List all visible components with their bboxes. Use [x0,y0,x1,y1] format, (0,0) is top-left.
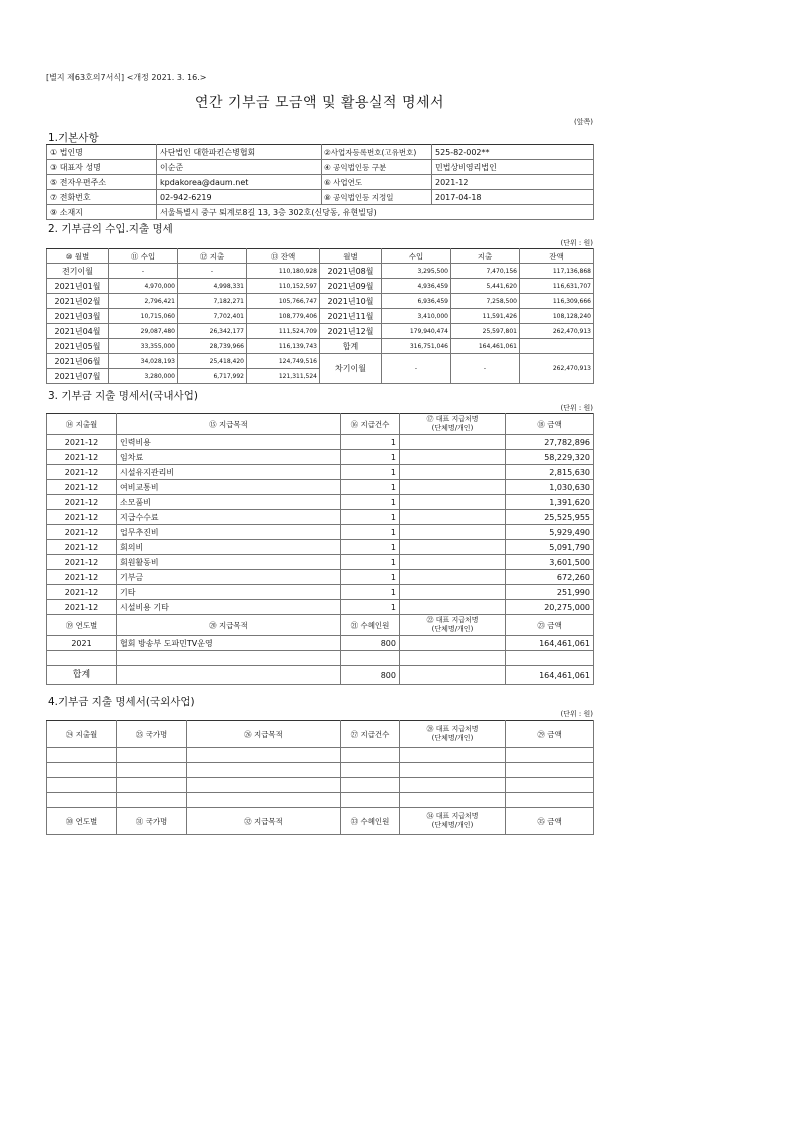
total-row [47,666,594,685]
income-cell: 33,355,000 [109,339,178,354]
empty-cell [506,763,594,778]
empty-cell [506,778,594,793]
table-row [47,555,594,570]
empty-cell [117,748,187,763]
expense-cell: 4,998,331 [178,279,247,294]
empty-cell [506,651,594,666]
date-cell: 2021-12 [47,465,117,480]
empty-cell [341,793,400,808]
amount-cell: 58,229,320 [506,450,594,465]
field-label: ⑥ 사업연도 [322,175,432,190]
date-cell: 2021-12 [47,495,117,510]
date-cell: 2021-12 [47,540,117,555]
income-cell: 10,715,060 [109,309,178,324]
count-cell: 1 [341,540,400,555]
column-header: ⑯ 지급건수 [341,414,400,435]
column-header: ㉑ 수혜인원 [341,615,400,636]
count-cell: 1 [341,570,400,585]
side-note: (앞쪽) [574,118,593,126]
table-row [47,435,594,450]
count-cell: 1 [341,450,400,465]
empty-cell [187,763,341,778]
date-cell: 2021-12 [47,435,117,450]
column-header: ㉗ 지급건수 [341,721,400,748]
table-row [47,585,594,600]
column-header: ⑩ 월별 [47,249,109,264]
income-cell: - [109,264,178,279]
empty-cell [400,748,506,763]
month-cell: 2021년06월 [47,354,109,369]
table-row [47,450,594,465]
rep-header-label: ⑰ 대표 지급처명 [426,415,479,423]
expense-cell: 26,342,177 [178,324,247,339]
column-header: ㉔ 지출월 [47,721,117,748]
basic-info-row [47,160,594,175]
purpose-cell: 소모품비 [117,495,341,510]
empty-cell [47,778,117,793]
expense-cell: 6,717,992 [178,369,247,384]
basic-info-row [47,190,594,205]
section3-title: 3. 기부금 지출 명세서(국내사업) [48,390,198,402]
balance-cell: 116,309,666 [520,294,594,309]
expense-cell: 5,441,620 [451,279,520,294]
purpose-cell: 여비교통비 [117,480,341,495]
income-cell: 3,295,500 [382,264,451,279]
blank-row [47,748,594,763]
total-amount-cell: 164,461,061 [506,666,594,685]
empty-cell [47,763,117,778]
empty-cell [506,793,594,808]
rep-cell [400,555,506,570]
table-row [47,495,594,510]
rep-cell [400,585,506,600]
expense-cell: 25,597,801 [451,324,520,339]
balance-cell: 108,779,406 [247,309,320,324]
total-label: 합계 [47,666,117,685]
empty-cell [187,793,341,808]
year-cell: 2021 [47,636,117,651]
table-row [47,279,594,294]
purpose-cell: 기타 [117,585,341,600]
purpose-cell: 인력비용 [117,435,341,450]
table-row [47,264,594,279]
purpose-cell: 지급수수료 [117,510,341,525]
field-value: 민법상비영리법인 [432,160,594,175]
total-people-cell: 800 [341,666,400,685]
empty-cell [47,651,117,666]
balance-cell: 111,524,709 [247,324,320,339]
date-cell: 2021-12 [47,585,117,600]
balance-cell: 110,180,928 [247,264,320,279]
table-row [47,636,594,651]
count-cell: 1 [341,495,400,510]
table-row [47,324,594,339]
empty-cell [400,793,506,808]
field-label: ③ 대표자 성명 [47,160,157,175]
month-cell: 2021년01월 [47,279,109,294]
column-header: 월별 [320,249,382,264]
rep-cell [400,495,506,510]
month-cell: 2021년04월 [47,324,109,339]
column-header: ⑳ 지급목적 [117,615,341,636]
amount-cell: 5,091,790 [506,540,594,555]
table-row [47,525,594,540]
table-row [47,540,594,555]
balance-cell: 116,139,743 [247,339,320,354]
balance-cell: 105,766,747 [247,294,320,309]
field-label: ⑧ 공익법인등 지정일 [322,190,432,205]
empty-cell [341,748,400,763]
count-cell: 1 [341,525,400,540]
field-label: ②사업자등록번호(고유번호) [322,145,432,160]
carry-month-cell: 차기이월 [320,354,382,384]
field-value: kpdakorea@daum.net [157,175,322,190]
purpose-cell: 협회 방송부 도파민TV운영 [117,636,341,651]
purpose-cell: 기부금 [117,570,341,585]
empty-cell [400,778,506,793]
table-row [47,309,594,324]
column-header: ㉟ 금액 [506,808,594,835]
income-cell: 6,936,459 [382,294,451,309]
section4-title: 4.기부금 지출 명세서(국외사업) [48,696,195,708]
date-cell: 2021-12 [47,525,117,540]
column-header: ⑱ 금액 [506,414,594,435]
rep-cell [400,540,506,555]
amount-cell: 1,391,620 [506,495,594,510]
count-cell: 1 [341,480,400,495]
empty-cell [117,763,187,778]
month-cell: 전기이월 [47,264,109,279]
table-row [47,510,594,525]
balance-cell: 108,128,240 [520,309,594,324]
rep-cell [400,525,506,540]
field-value: 이순준 [157,160,322,175]
carry-income-cell: - [382,354,451,384]
expense-cell: 7,258,500 [451,294,520,309]
month-cell: 2021년10월 [320,294,382,309]
table-row [47,294,594,309]
income-cell: 29,087,480 [109,324,178,339]
income-cell: 4,936,459 [382,279,451,294]
balance-cell: 124,749,516 [247,354,320,369]
expense-cell: 28,739,966 [178,339,247,354]
header-row [47,808,594,835]
balance-cell: 117,136,868 [520,264,594,279]
column-header: ⑭ 지출월 [47,414,117,435]
month-cell: 2021년05월 [47,339,109,354]
empty-cell [506,748,594,763]
purpose-cell: 업무추진비 [117,525,341,540]
income-cell: 3,410,000 [382,309,451,324]
rep-cell [400,570,506,585]
purpose-cell: 임차료 [117,450,341,465]
amount-cell: 2,815,630 [506,465,594,480]
form-note: [별지 제63호의7서식] <개정 2021. 3. 16.> [46,73,207,82]
rep-header [400,615,506,636]
amount-cell: 5,929,490 [506,525,594,540]
date-cell: 2021-12 [47,555,117,570]
rep-header-label: ㉒ 대표 지급처명 [426,616,479,624]
purpose-cell: 회의비 [117,540,341,555]
expense-cell: 164,461,061 [451,339,520,354]
balance-cell [520,339,594,354]
empty-cell [117,651,341,666]
month-cell: 2021년08월 [320,264,382,279]
blank-row [47,793,594,808]
expense-cell: 7,702,401 [178,309,247,324]
header-row [47,615,594,636]
count-cell: 1 [341,585,400,600]
basic-info-table [46,144,594,220]
field-label: ⑤ 전자우편주소 [47,175,157,190]
empty-cell [341,763,400,778]
empty-cell [117,778,187,793]
rep-header-sublabel: (단체명/개인) [431,424,474,432]
column-header: ⑬ 잔액 [247,249,320,264]
rep-header [400,721,506,748]
count-cell: 1 [341,510,400,525]
rep-cell [400,465,506,480]
purpose-cell: 시설비용 기타 [117,600,341,615]
field-value: 2021-12 [432,175,594,190]
column-header: ㉖ 지급목적 [187,721,341,748]
column-header: ⑫ 지출 [178,249,247,264]
table-row [47,354,594,369]
rep-header-label: ㉘ 대표 지급처명 [426,725,479,733]
expense-cell: 7,470,156 [451,264,520,279]
date-cell: 2021-12 [47,510,117,525]
table-row [47,339,594,354]
field-value: 02-942-6219 [157,190,322,205]
column-header: ㉛ 국가명 [117,808,187,835]
column-header: ㉓ 금액 [506,615,594,636]
field-value: 2017-04-18 [432,190,594,205]
count-cell: 1 [341,465,400,480]
field-label: ⑨ 소재지 [47,205,157,220]
blank-row [47,778,594,793]
month-cell: 2021년07월 [47,369,109,384]
amount-cell: 164,461,061 [506,636,594,651]
empty-cell [400,763,506,778]
income-cell: 316,751,046 [382,339,451,354]
expense-cell: - [178,264,247,279]
column-header: 지출 [451,249,520,264]
rep-cell [400,435,506,450]
empty-cell [400,666,506,685]
amount-cell: 20,275,000 [506,600,594,615]
field-label: ④ 공익법인등 구분 [322,160,432,175]
rep-header-sublabel: (단체명/개인) [431,625,474,633]
empty-cell [47,748,117,763]
basic-info-row [47,175,594,190]
purpose-cell: 시설유지관리비 [117,465,341,480]
column-header: 수입 [382,249,451,264]
empty-cell [47,793,117,808]
empty-cell [400,651,506,666]
income-cell: 34,028,193 [109,354,178,369]
count-cell: 1 [341,435,400,450]
section4-unit: (단위 : 원) [560,710,593,718]
header-row [47,414,594,435]
column-header: ㉜ 지급목적 [187,808,341,835]
date-cell: 2021-12 [47,480,117,495]
amount-cell: 1,030,630 [506,480,594,495]
purpose-cell: 회원활동비 [117,555,341,570]
date-cell: 2021-12 [47,600,117,615]
section1-title: 1.기본사항 [48,132,99,144]
month-cell: 합계 [320,339,382,354]
expense-cell: 7,182,271 [178,294,247,309]
empty-cell [117,666,341,685]
basic-info-row [47,205,594,220]
empty-cell [187,778,341,793]
rep-header-sublabel: (단체명/개인) [431,821,474,829]
month-cell: 2021년12월 [320,324,382,339]
field-label: ⑦ 전화번호 [47,190,157,205]
table-row [47,480,594,495]
amount-cell: 251,990 [506,585,594,600]
income-expense-table [46,248,594,384]
empty-cell [187,748,341,763]
amount-cell: 25,525,955 [506,510,594,525]
month-cell: 2021년09월 [320,279,382,294]
column-header: ㉝ 수혜인원 [341,808,400,835]
date-cell: 2021-12 [47,570,117,585]
section3-unit: (단위 : 원) [560,404,593,412]
field-label: ① 법인명 [47,145,157,160]
column-header: ㉙ 금액 [506,721,594,748]
overseas-expense-table [46,720,594,835]
table-row [47,570,594,585]
month-cell: 2021년02월 [47,294,109,309]
empty-cell [341,651,400,666]
rep-cell [400,480,506,495]
rep-cell [400,510,506,525]
income-cell: 4,970,000 [109,279,178,294]
table-row [47,465,594,480]
rep-header [400,808,506,835]
count-cell: 1 [341,555,400,570]
balance-cell: 116,631,707 [520,279,594,294]
address-value: 서울특별시 중구 퇴계로8길 13, 3층 302호(신당동, 유현빌딩) [157,205,594,220]
blank-row [47,651,594,666]
blank-row [47,763,594,778]
column-header: ⑮ 지급목적 [117,414,341,435]
date-cell: 2021-12 [47,450,117,465]
income-cell: 2,796,421 [109,294,178,309]
expense-cell: 11,591,426 [451,309,520,324]
balance-cell: 121,311,524 [247,369,320,384]
column-header: ㉚ 연도별 [47,808,117,835]
column-header: 잔액 [520,249,594,264]
header-row [47,249,594,264]
column-header: ⑪ 수입 [109,249,178,264]
balance-cell: 110,152,597 [247,279,320,294]
rep-cell [400,636,506,651]
header-row [47,721,594,748]
empty-cell [117,793,187,808]
table-row [47,600,594,615]
section2-unit: (단위 : 원) [560,239,593,247]
count-cell: 1 [341,600,400,615]
amount-cell: 672,260 [506,570,594,585]
rep-cell [400,600,506,615]
month-cell: 2021년03월 [47,309,109,324]
amount-cell: 3,601,500 [506,555,594,570]
section2-title: 2. 기부금의 수입.지출 명세 [48,223,173,235]
amount-cell: 27,782,896 [506,435,594,450]
people-cell: 800 [341,636,400,651]
field-value: 525-82-002** [432,145,594,160]
expense-cell: 25,418,420 [178,354,247,369]
domestic-expense-table [46,413,594,685]
column-header: ㉕ 국가명 [117,721,187,748]
rep-cell [400,450,506,465]
column-header: ⑲ 연도별 [47,615,117,636]
carry-balance-cell: 262,470,913 [520,354,594,384]
income-cell: 3,280,000 [109,369,178,384]
page-title: 연간 기부금 모금액 및 활용실적 명세서 [194,95,445,111]
empty-cell [341,778,400,793]
balance-cell: 262,470,913 [520,324,594,339]
rep-header [400,414,506,435]
carry-expense-cell: - [451,354,520,384]
field-value: 사단법인 대한파킨슨병협회 [157,145,322,160]
month-cell: 2021년11월 [320,309,382,324]
basic-info-row [47,145,594,160]
rep-header-sublabel: (단체명/개인) [431,734,474,742]
income-cell: 179,940,474 [382,324,451,339]
rep-header-label: ㉞ 대표 지급처명 [426,812,479,820]
